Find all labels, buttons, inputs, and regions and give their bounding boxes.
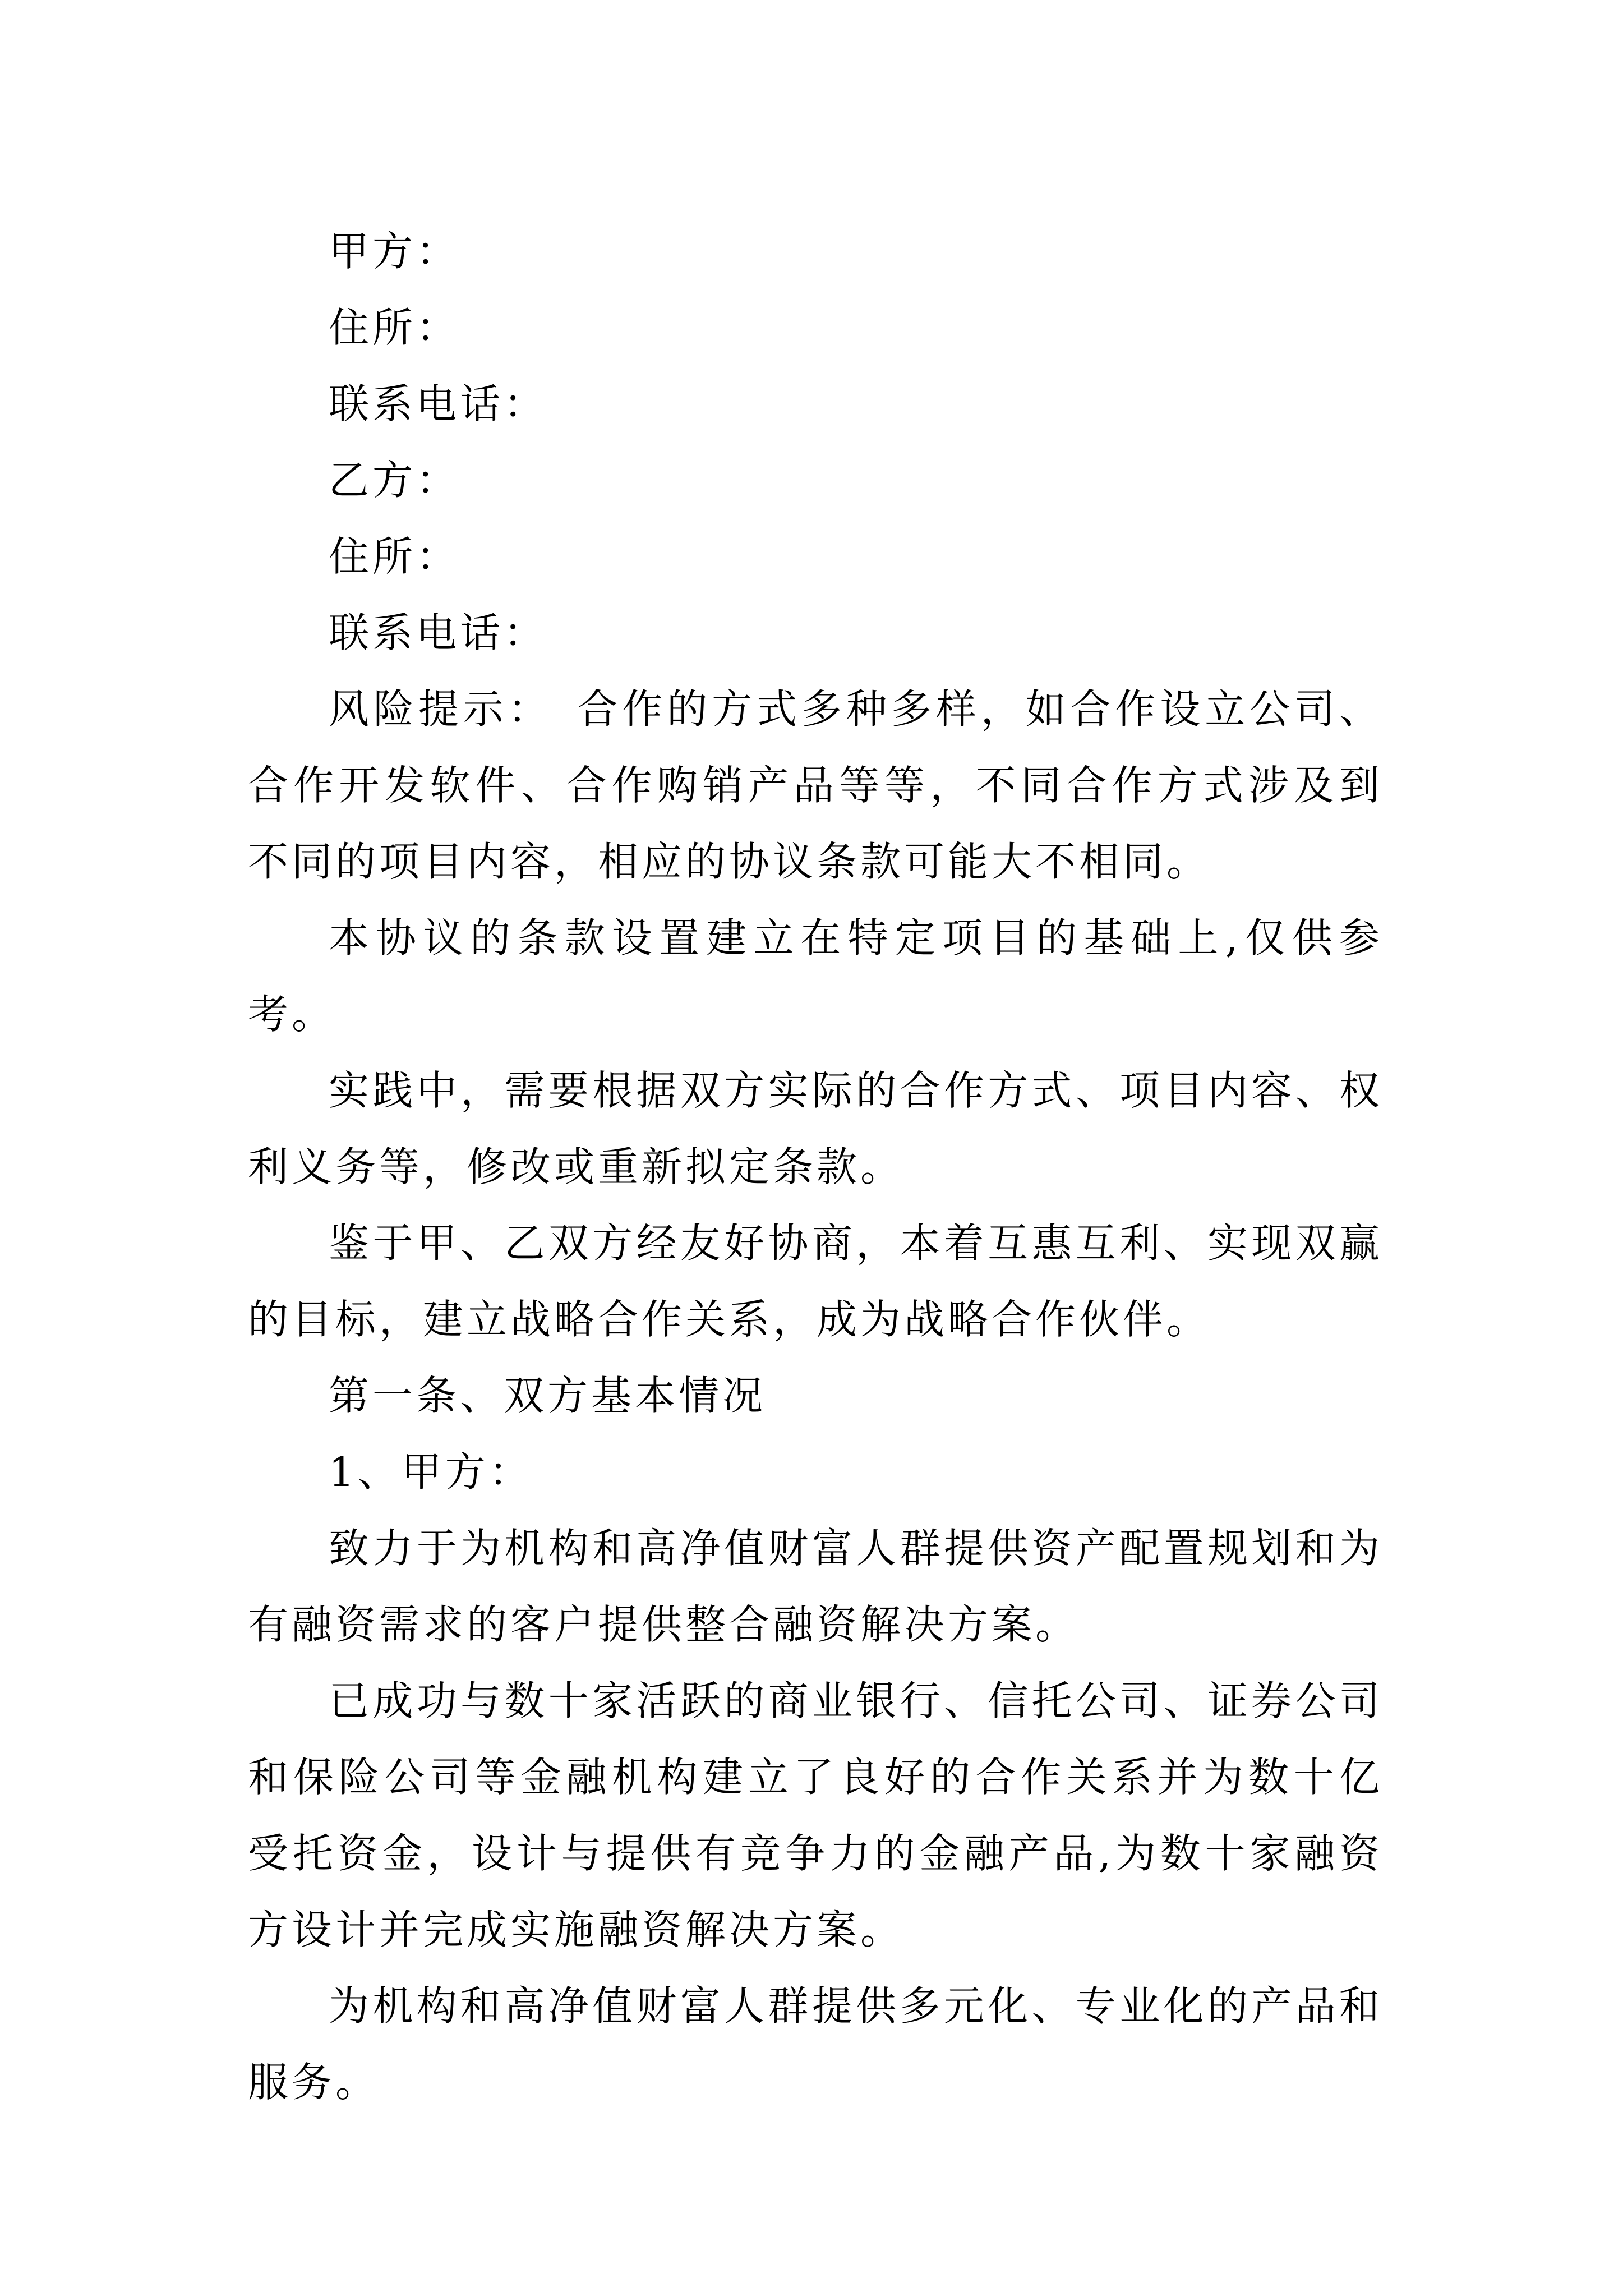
party-a-services-paragraph: 为机构和高净值财富人群提供多元化、专业化的产品和服务。 bbox=[248, 1982, 1383, 2106]
reference-note-paragraph: 本协议的条款设置建立在特定项目的基础上,仅供参考。 bbox=[248, 914, 1383, 1038]
risk-notice-paragraph: 风险提示： 合作的方式多种多样，如合作设立公司、合作开发软件、合作购销产品等等，不同合作方式涉及到不同的项目内容，相应的协议条款可能大不相同。 bbox=[248, 685, 1383, 885]
practice-note-paragraph: 实践中，需要根据双方实际的合作方式、项目内容、权利义务等，修改或重新拟定条款。 bbox=[248, 1067, 1383, 1190]
party-a-phone-label: 联系电话： bbox=[329, 380, 548, 427]
party-a-label: 甲方： bbox=[329, 228, 460, 275]
party-a-intro-paragraph: 致力于为机构和高净值财富人群提供资产配置规划和为有融资需求的客户提供整合融资解决方案。 bbox=[248, 1525, 1383, 1648]
party-a-address-label: 住所： bbox=[329, 304, 460, 351]
document-body bbox=[248, 213, 1383, 2120]
party-a-section-heading: 1、甲方： bbox=[329, 1448, 533, 1496]
article-one-heading: 第一条、双方基本情况 bbox=[329, 1372, 767, 1419]
preamble-paragraph: 鉴于甲、乙双方经友好协商，本着互惠互利、实现双赢的目标，建立战略合作关系，成为战略合作伙伴。 bbox=[248, 1220, 1383, 1343]
party-a-history-paragraph: 已成功与数十家活跃的商业银行、信托公司、证券公司和保险公司等金融机构建立了良好的合作关系并为数十亿受托资金，设计与提供有竞争力的金融产品,为数十家融资方设计并完成实施融资解决方案。 bbox=[248, 1677, 1383, 1953]
party-b-label: 乙方： bbox=[329, 457, 460, 504]
party-b-address-label: 住所： bbox=[329, 533, 460, 580]
party-b-phone-label: 联系电话： bbox=[329, 609, 548, 656]
